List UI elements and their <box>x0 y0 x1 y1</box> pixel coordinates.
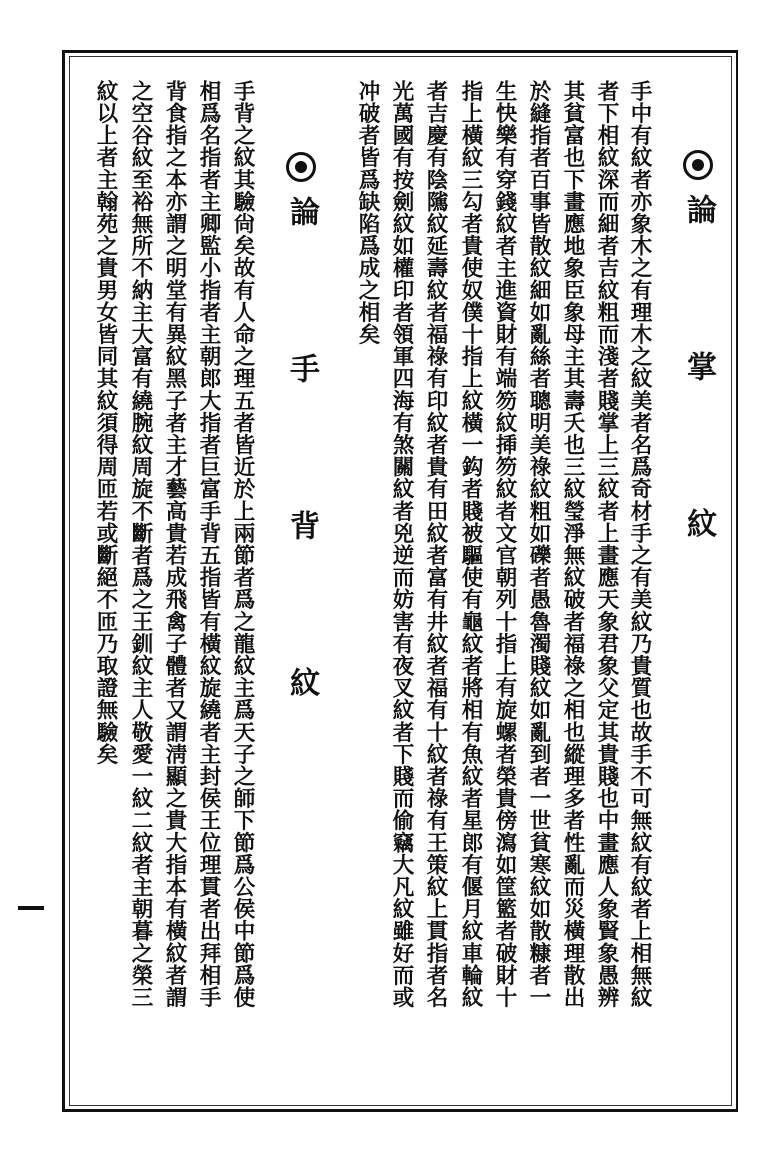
text-column: 相爲名指者主卿監小指者主朝郎大指者巨富手背五指皆有橫紋旋繞者主封侯王位理貫者出拜相手 <box>196 80 221 1009</box>
circle-dot-icon <box>286 152 316 182</box>
text-column: 之空谷紋至裕無所不納主大富有繞腕紋周旋不斷者爲之王釧紋主人敬愛一紋二紋者主朝暮之榮三 <box>128 80 153 1009</box>
text-column: 生快樂有穿錢紋者主進資財有端笏紋揷笏紋者文官朝列十指上有旋螺者榮貴傍瀉如筐籃者破財十 <box>492 80 517 1009</box>
text-column: 手背之紋其驗尙矣故有人命之理五者皆近於上兩節者爲之龍紋主爲天子之師下節爲公侯中節爲使 <box>230 80 255 1009</box>
page-number-mark <box>18 906 44 910</box>
circle-dot-icon <box>683 150 713 180</box>
text-column: 者吉慶有陰隲紋延壽紋者福祿有印紋者貴有田紋者富有井紋者福有十紋者祿有王策紋上貫指者名 <box>423 80 448 1009</box>
text-column: 指上橫紋三勾者貴使奴僕十指上紋橫一鈎者賤被驅使有龜紋者將相有魚紋者星郎有偃月紋車輪紋 <box>458 80 483 1009</box>
text-column: 冲破者皆爲缺陷爲成之相矣 <box>355 80 380 346</box>
text-column: 光萬國有按劍紋如權印者領軍四海有煞關紋者兇逆而妨害有夜叉紋者下賤而偷竊大凡紋雖好而或 <box>389 80 414 1009</box>
text-column: 手中有紋者亦象木之有理木之紋美者名爲奇材手之有美紋乃貴質也故手不可無紋有紋者上相無紋 <box>627 80 652 1009</box>
text-column: 背食指之本亦謂之明堂有異紋黑子者主才藝高貴若成飛禽子體者又謂淸顯之貴大指本有橫紋者謂 <box>162 80 187 1009</box>
text-column: 者下相紋深而細者吉紋粗而淺者賤掌上三紋者上畫應天象君象父定其貴賤也中畫應人象賢象愚辨 <box>594 80 619 1009</box>
text-column: 紋以上者主翰苑之貴男女皆同其紋須得周匝若或斷絕不匝乃取證無驗矣 <box>93 80 118 766</box>
section-heading-hand-back-lines: 論 手 背 紋 <box>279 152 323 743</box>
section-heading-palm-lines: 論 掌 紋 <box>676 150 720 584</box>
text-column: 於縫指者百事皆散紋細如亂絲者聰明美祿紋粗如礫者愚魯濁賤紋如亂到者一世貧寒紋如散糠者一 <box>526 80 551 1009</box>
text-column: 其貧富也下畫應地象臣象母主其壽夭也三紋瑩淨無紋破者福祿之相也縱理多者性亂而災橫理散出 <box>560 80 585 1009</box>
